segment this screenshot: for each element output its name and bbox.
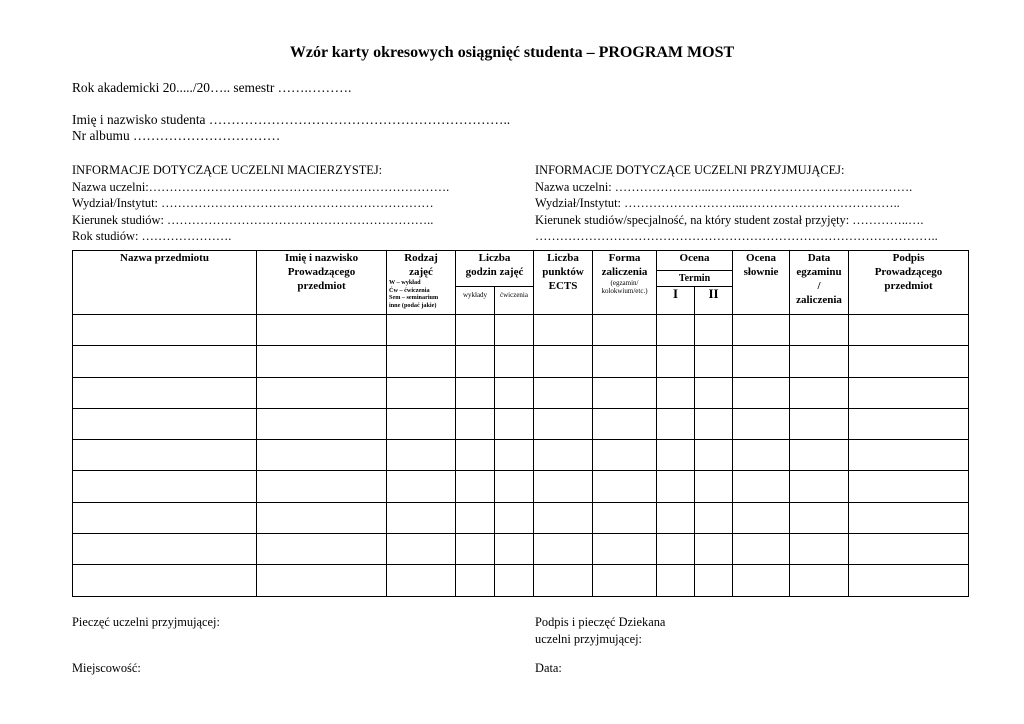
- table-cell[interactable]: [695, 408, 733, 439]
- table-cell[interactable]: [733, 440, 790, 471]
- table-cell[interactable]: [790, 346, 849, 377]
- table-cell[interactable]: [495, 440, 534, 471]
- col-hours: Liczba godzin zajęć: [456, 251, 534, 287]
- col-grade: Ocena: [657, 251, 733, 271]
- table-cell[interactable]: [73, 440, 257, 471]
- col-term-2: II: [695, 287, 733, 315]
- table-cell[interactable]: [495, 377, 534, 408]
- page-title: Wzór karty okresowych osiągnięć studenta – PROGRAM MOST: [289, 44, 735, 61]
- table-cell[interactable]: [695, 346, 733, 377]
- academic-year-line: Rok akademicki 20...../20….. semestr …….……….: [72, 80, 352, 95]
- table-cell[interactable]: [733, 315, 790, 346]
- table-cell[interactable]: [73, 534, 257, 565]
- table-cell[interactable]: [790, 408, 849, 439]
- table-cell[interactable]: [495, 346, 534, 377]
- table-cell[interactable]: [534, 346, 593, 377]
- col-class-type: Rodzaj zajęć W – wykład Ćw – ćwiczenia Sem – seminarium inne (podać jakie): [387, 251, 456, 315]
- table-row: [73, 565, 969, 596]
- table-row: [73, 534, 969, 565]
- table-cell[interactable]: [73, 565, 257, 596]
- table-cell[interactable]: [593, 502, 657, 533]
- table-cell[interactable]: [593, 565, 657, 596]
- col-lectures: wykłady: [456, 287, 495, 315]
- table-cell[interactable]: [733, 534, 790, 565]
- home-year-line: Rok studiów: ………………….: [72, 229, 232, 243]
- table-cell[interactable]: [456, 346, 495, 377]
- table-cell[interactable]: [456, 315, 495, 346]
- table-cell[interactable]: [73, 346, 257, 377]
- table-cell[interactable]: [790, 440, 849, 471]
- table-cell[interactable]: [387, 440, 456, 471]
- table-cell[interactable]: [593, 346, 657, 377]
- col-term-1: I: [657, 287, 695, 315]
- col-date: Data egzaminu / zaliczenia: [790, 251, 849, 315]
- table-cell[interactable]: [387, 346, 456, 377]
- table-cell[interactable]: [257, 408, 387, 439]
- table-cell[interactable]: [849, 565, 969, 596]
- table-cell[interactable]: [73, 315, 257, 346]
- table-cell[interactable]: [456, 534, 495, 565]
- host-stamp-label: Pieczęć uczelni przyjmującej:: [72, 615, 220, 629]
- table-row: [73, 377, 969, 408]
- col-ects: Liczba punktów ECTS: [534, 251, 593, 315]
- table-cell[interactable]: [657, 502, 695, 533]
- table-cell[interactable]: [73, 471, 257, 502]
- table-cell[interactable]: [657, 377, 695, 408]
- table-cell[interactable]: [495, 471, 534, 502]
- col-exercises: ćwiczenia: [495, 287, 534, 315]
- host-university-info: [535, 162, 938, 245]
- table-cell[interactable]: [849, 408, 969, 439]
- table-row: [73, 440, 969, 471]
- table-cell[interactable]: [695, 565, 733, 596]
- grades-table: [72, 250, 969, 597]
- table-cell[interactable]: [456, 502, 495, 533]
- col-subject-name: Nazwa przedmiotu: [73, 251, 257, 315]
- table-cell[interactable]: [495, 565, 534, 596]
- table-cell[interactable]: [387, 408, 456, 439]
- table-cell[interactable]: [387, 534, 456, 565]
- table-cell[interactable]: [733, 346, 790, 377]
- table-cell[interactable]: [495, 315, 534, 346]
- table-cell[interactable]: [593, 377, 657, 408]
- table-cell[interactable]: [534, 471, 593, 502]
- table-cell[interactable]: [495, 534, 534, 565]
- table-cell[interactable]: [733, 377, 790, 408]
- table-cell[interactable]: [257, 471, 387, 502]
- table-cell[interactable]: [849, 440, 969, 471]
- table-cell[interactable]: [257, 565, 387, 596]
- table-cell[interactable]: [790, 471, 849, 502]
- dean-signature-line-1: Podpis i pieczęć Dziekana: [535, 615, 666, 629]
- home-university-info: [72, 162, 449, 245]
- col-term: Termin: [657, 271, 733, 287]
- table-cell[interactable]: [456, 440, 495, 471]
- table-cell[interactable]: [73, 502, 257, 533]
- table-cell[interactable]: [790, 377, 849, 408]
- table-cell[interactable]: [733, 502, 790, 533]
- table-cell[interactable]: [534, 408, 593, 439]
- table-cell[interactable]: [733, 408, 790, 439]
- table-cell[interactable]: [534, 565, 593, 596]
- table-cell[interactable]: [695, 502, 733, 533]
- table-row: [73, 502, 969, 533]
- table-cell[interactable]: [593, 408, 657, 439]
- date-label: Data:: [535, 661, 562, 675]
- table-cell[interactable]: [257, 502, 387, 533]
- table-cell[interactable]: [257, 377, 387, 408]
- home-heading: INFORMACJE DOTYCZĄCE UCZELNI MACIERZYSTEJ:: [72, 163, 383, 177]
- table-cell[interactable]: [534, 502, 593, 533]
- col-assessment-form: Forma zaliczenia (egzamin/ kolokwium/etc.): [593, 251, 657, 315]
- host-dots-line: ……………………………………………………………………………………..: [535, 229, 938, 243]
- table-cell[interactable]: [593, 534, 657, 565]
- table-cell[interactable]: [73, 377, 257, 408]
- table-cell[interactable]: [849, 534, 969, 565]
- table-cell[interactable]: [257, 346, 387, 377]
- table-cell[interactable]: [657, 315, 695, 346]
- col-signature: Podpis Prowadzącego przedmiot: [849, 251, 969, 315]
- table-cell[interactable]: [495, 408, 534, 439]
- table-cell[interactable]: [695, 377, 733, 408]
- table-row: [73, 471, 969, 502]
- table-cell[interactable]: [849, 502, 969, 533]
- table-cell[interactable]: [534, 534, 593, 565]
- host-faculty-line: Wydział/Instytut: ………………………...………………………………..: [535, 196, 900, 210]
- album-number-line: Nr albumu ……………………………: [72, 128, 281, 143]
- table-cell[interactable]: [849, 315, 969, 346]
- table-cell[interactable]: [657, 534, 695, 565]
- table-cell[interactable]: [790, 534, 849, 565]
- place-label: Miejscowość:: [72, 661, 141, 675]
- table-cell[interactable]: [456, 408, 495, 439]
- table-cell[interactable]: [456, 377, 495, 408]
- table-cell[interactable]: [387, 377, 456, 408]
- host-field-line: Kierunek studiów/specjalność, na który student został przyjęty: …………..….: [535, 212, 924, 227]
- table-cell[interactable]: [790, 565, 849, 596]
- table-cell[interactable]: [456, 471, 495, 502]
- col-teacher-name: Imię i nazwisko Prowadzącego przedmiot: [257, 251, 387, 315]
- table-cell[interactable]: [593, 471, 657, 502]
- table-cell[interactable]: [534, 440, 593, 471]
- table-cell[interactable]: [593, 315, 657, 346]
- table-cell[interactable]: [387, 315, 456, 346]
- table-row: [73, 315, 969, 346]
- table-cell[interactable]: [257, 315, 387, 346]
- table-cell[interactable]: [849, 471, 969, 502]
- table-cell[interactable]: [657, 440, 695, 471]
- table-cell[interactable]: [534, 315, 593, 346]
- table-cell[interactable]: [657, 408, 695, 439]
- table-cell[interactable]: [849, 377, 969, 408]
- table-row: [73, 408, 969, 439]
- table-cell[interactable]: [657, 565, 695, 596]
- table-cell[interactable]: [695, 440, 733, 471]
- table-cell[interactable]: [657, 346, 695, 377]
- table-cell[interactable]: [695, 471, 733, 502]
- col-grade-words: Ocena słownie: [733, 251, 790, 315]
- table-cell[interactable]: [257, 534, 387, 565]
- student-name-line: Imię i nazwisko studenta …………………………………………………………..: [72, 112, 511, 127]
- table-cell[interactable]: [387, 471, 456, 502]
- table-cell[interactable]: [73, 408, 257, 439]
- home-name-line: Nazwa uczelni:……………………………………………………………….: [72, 179, 450, 194]
- table-cell[interactable]: [657, 471, 695, 502]
- host-heading: INFORMACJE DOTYCZĄCE UCZELNI PRZYJMUJĄCEJ:: [535, 163, 845, 177]
- table-cell[interactable]: [593, 440, 657, 471]
- host-name-line: Nazwa uczelni: …………………...………………………………………….: [535, 179, 913, 194]
- table-row: [73, 346, 969, 377]
- table-cell[interactable]: [495, 502, 534, 533]
- home-field-line: Kierunek studiów: ………………………………………………………..: [72, 212, 434, 227]
- table-cell[interactable]: [790, 315, 849, 346]
- table-cell[interactable]: [695, 315, 733, 346]
- dean-signature-line-2: uczelni przyjmującej:: [535, 631, 642, 646]
- table-cell[interactable]: [387, 502, 456, 533]
- table-cell[interactable]: [695, 534, 733, 565]
- table-cell[interactable]: [733, 565, 790, 596]
- home-faculty-line: Wydział/Instytut: …………………………………………………………: [72, 196, 434, 210]
- table-cell[interactable]: [456, 565, 495, 596]
- table-cell[interactable]: [733, 471, 790, 502]
- table-cell[interactable]: [257, 440, 387, 471]
- table-cell[interactable]: [387, 565, 456, 596]
- table-cell[interactable]: [849, 346, 969, 377]
- dean-signature-label: [535, 614, 665, 647]
- table-cell[interactable]: [790, 502, 849, 533]
- table-cell[interactable]: [534, 377, 593, 408]
